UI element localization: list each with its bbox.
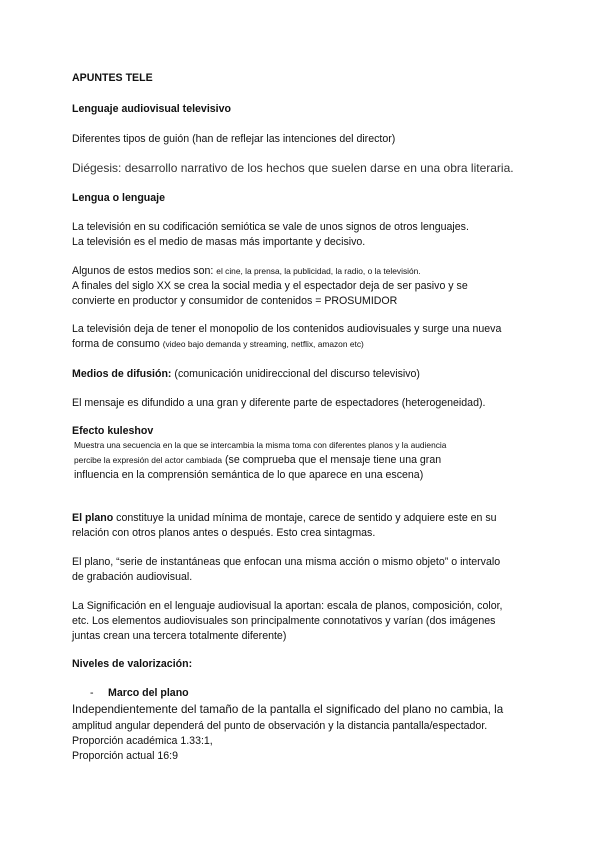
text-run: (comunicación unidireccional del discurso televisivo) [171, 368, 420, 380]
bold-run: Medios de difusión: [72, 368, 172, 380]
paragraph-proporciones [72, 719, 532, 764]
text-line: influencia en la comprensión semántica de lo que aparece en una escena) [74, 469, 424, 481]
text-run: Algunos de estos medios son: [72, 265, 217, 277]
text-run: constituye la unidad mínima de montaje, carece de sentido y adquiere este en su [113, 512, 497, 524]
paragraph-mensaje: El mensaje es difundido a una gran y diferente parte de espectadores (heterogeneidad). [72, 397, 486, 409]
text-line: La televisión es el medio de masas más importante y decisivo. [72, 236, 366, 248]
text-line [72, 264, 532, 279]
heading-kuleshov: Efecto kuleshov [72, 425, 154, 437]
paragraph-diegesis: Diégesis: desarrollo narrativo de los hechos que suelen darse en una obra literaria. [72, 161, 514, 175]
text-line: de grabación audiovisual. [72, 571, 193, 583]
bold-run: El plano [72, 512, 114, 524]
heading-marco-plano: Marco del plano [108, 687, 189, 699]
heading-niveles: Niveles de valorización: [72, 658, 193, 670]
text-line [74, 453, 534, 468]
paragraph-television [72, 220, 532, 250]
paragraph-kuleshov [74, 438, 534, 483]
text-run-small: el cine, la prensa, la publicidad, la radio, o la televisión. [216, 266, 421, 276]
paragraph-significacion [72, 599, 532, 644]
paragraph-serie [72, 555, 532, 585]
text-run: forma de consumo [72, 338, 163, 350]
text-line [72, 511, 532, 526]
text-line: A finales del siglo XX se crea la social media y el espectador deja de ser pasivo y se [72, 280, 468, 292]
paragraph-algunos-medios [72, 264, 532, 309]
text-line: convierte en productor y consumidor de contenidos = PROSUMIDOR [72, 295, 398, 307]
text-line-small: Muestra una secuencia en la que se intercambia la misma toma con diferentes planos y la audiencia [74, 440, 447, 450]
text-line: La televisión deja de tener el monopolio de los contenidos audiovisuales y surge una nueva [72, 323, 502, 335]
text-line: La Significación en el lenguaje audiovisual la aportan: escala de planos, composición, color, [72, 600, 503, 612]
paragraph-guion: Diferentes tipos de guión (han de reflejar las intenciones del director) [72, 133, 396, 145]
doc-title: APUNTES TELE [72, 72, 153, 84]
text-line: amplitud angular dependerá del punto de observación y la distancia pantalla/espectador. [72, 720, 488, 732]
heading-lenguaje-audiovisual: Lenguaje audiovisual televisivo [72, 103, 231, 115]
text-line: juntas crean una tercera totalmente diferente) [72, 630, 287, 642]
text-line [72, 337, 532, 352]
paragraph-monopolio [72, 322, 532, 352]
text-line: etc. Los elementos audiovisuales son principalmente connotativos y varían (dos imágenes [72, 615, 496, 627]
paragraph-marco [72, 702, 532, 718]
text-line: El plano, “serie de instantáneas que enfocan una misma acción o mismo objeto” o intervalo [72, 556, 501, 568]
text-run-small: (video bajo demanda y streaming, netflix, amazon etc) [162, 339, 364, 349]
text-run-small: percibe la expresión del actor cambiada [74, 455, 223, 465]
paragraph-medios-difusion [72, 367, 532, 382]
text-line: relación con otros planos antes o después. Esto crea sintagmas. [72, 527, 376, 539]
text-line: La televisión en su codificación semiótica se vale de unos signos de otros lenguajes. [72, 221, 469, 233]
text-run: (se comprueba que el mensaje tiene una gran [222, 454, 442, 466]
paragraph-plano [72, 511, 532, 541]
text-line: Proporción actual 16:9 [72, 750, 179, 762]
text-line: Proporción académica 1.33:1, [72, 735, 213, 747]
bullet-dash: - [90, 687, 94, 699]
heading-lengua: Lengua o lenguaje [72, 192, 166, 204]
text-line: Independientemente del tamaño de la pantalla el significado del plano no cambia, la [72, 703, 504, 716]
